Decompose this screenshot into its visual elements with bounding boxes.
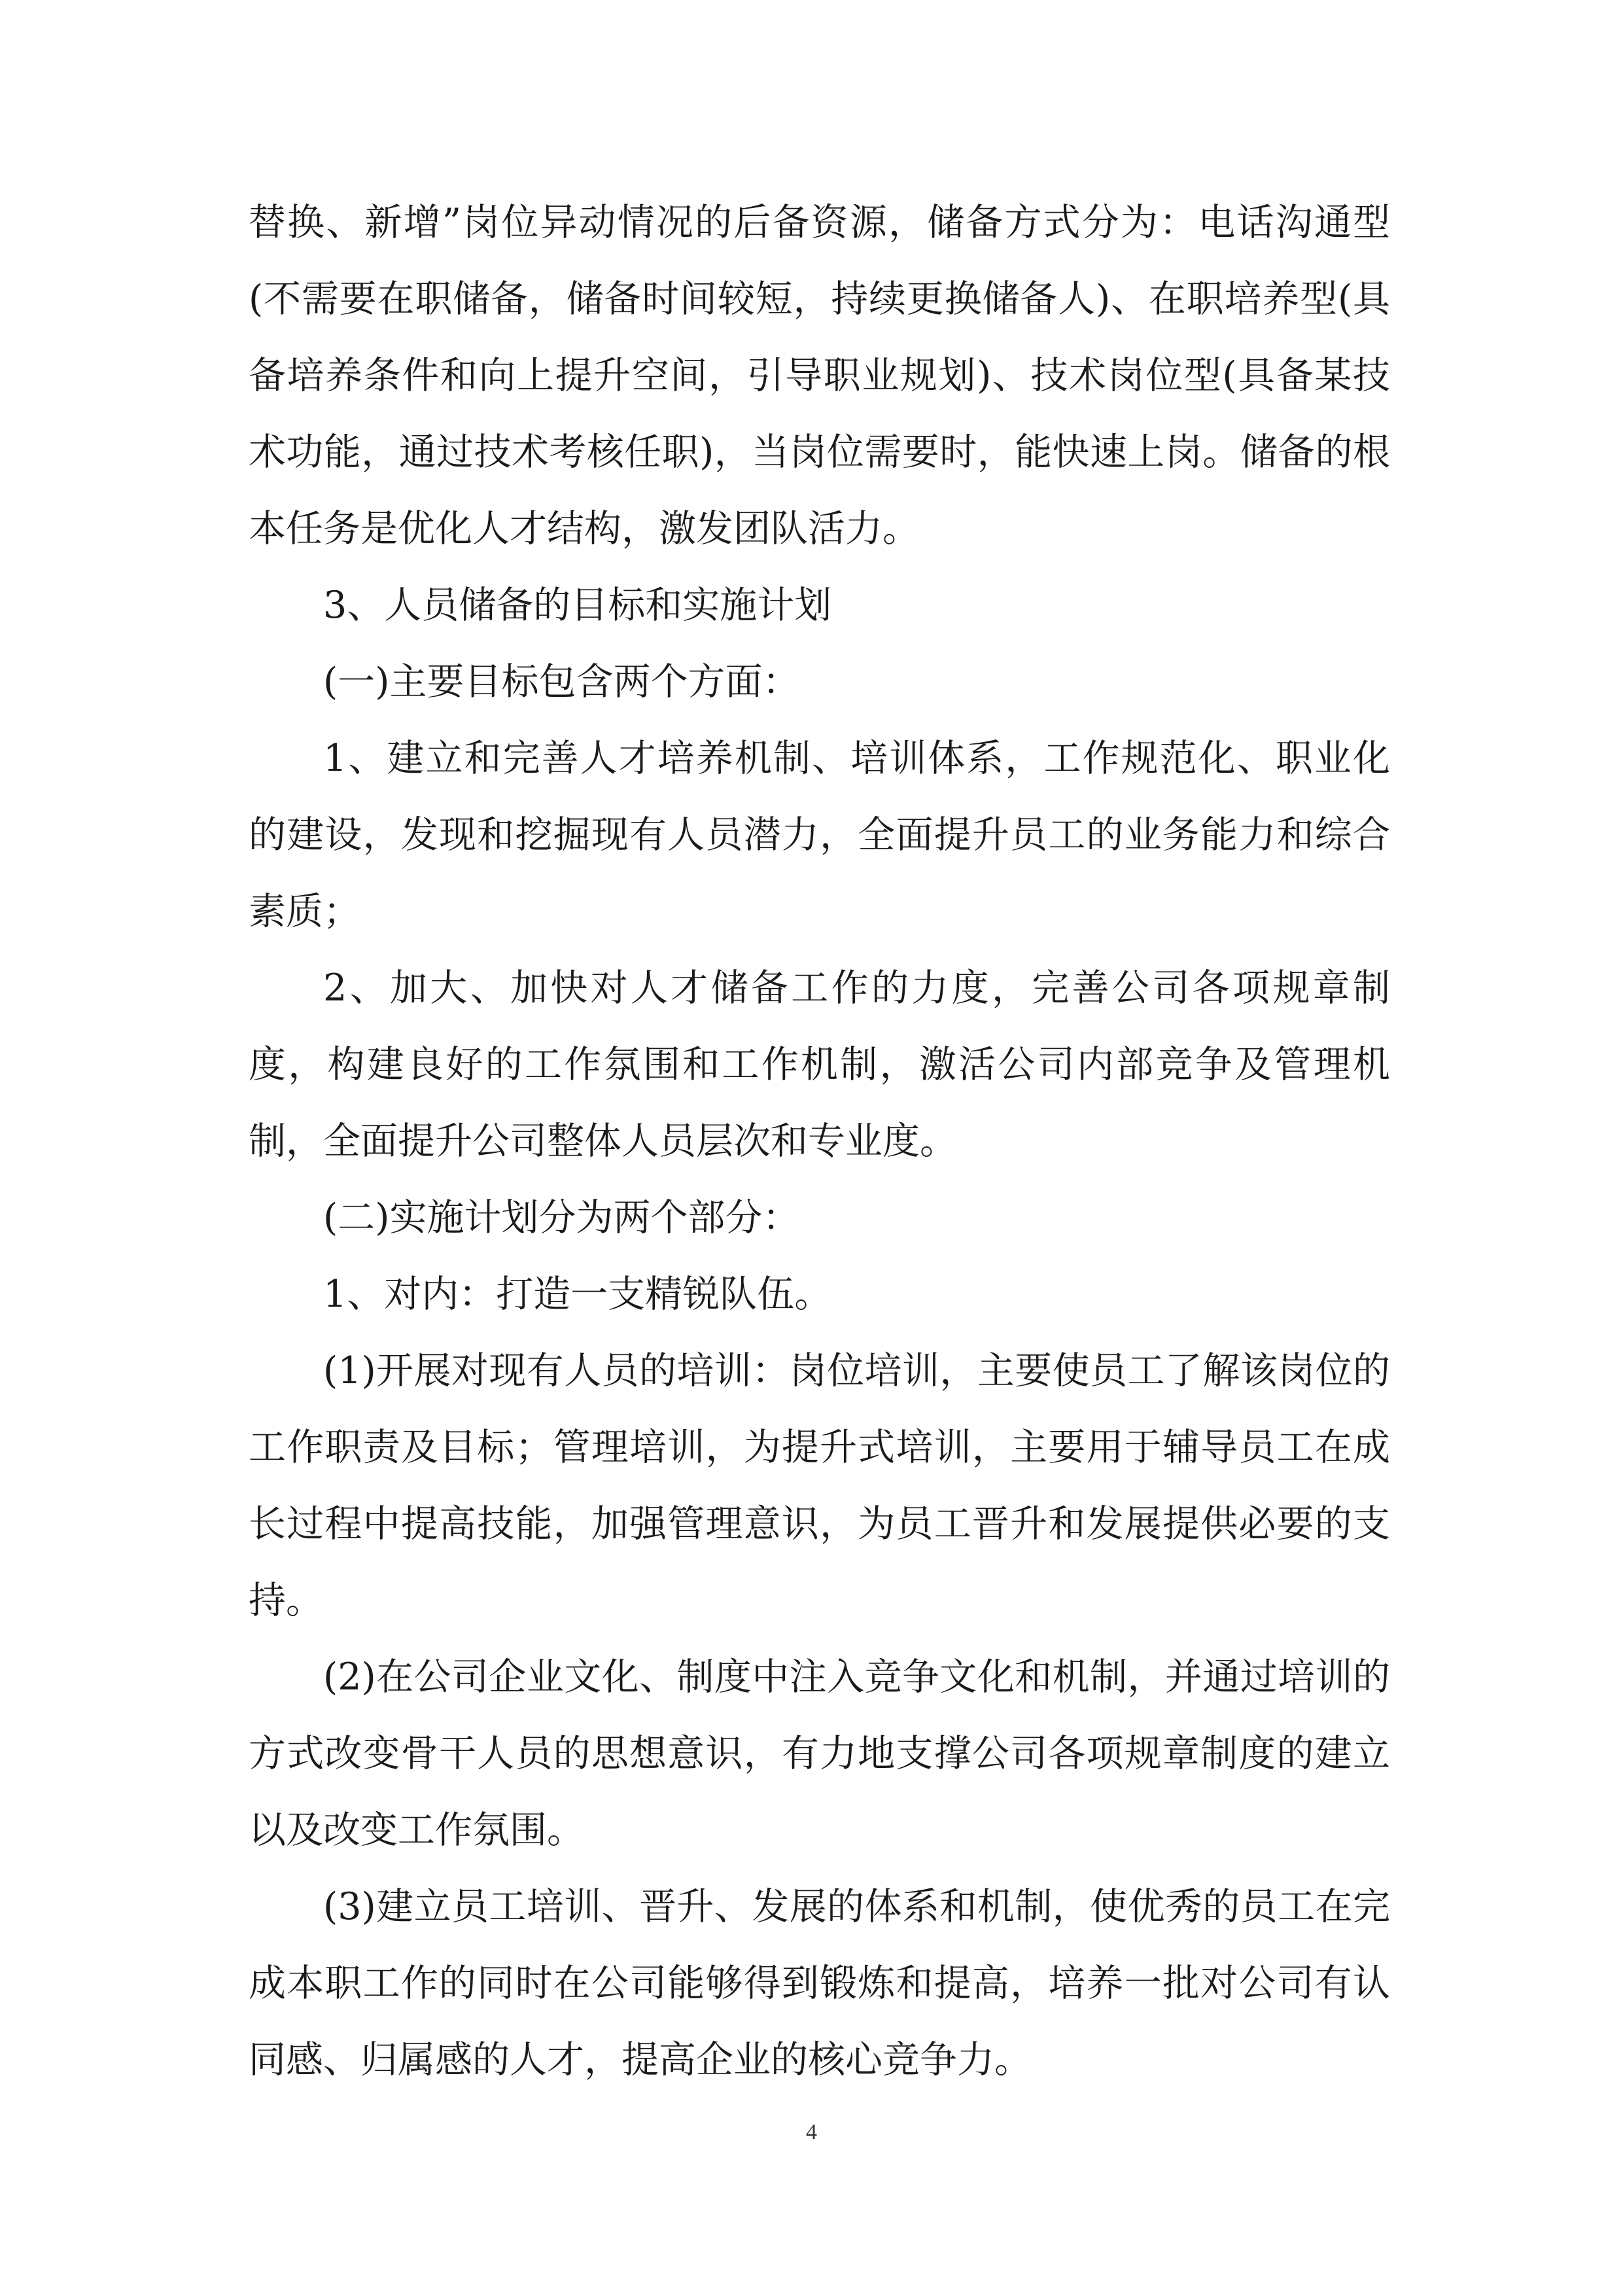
paragraph-goal-2: 2、加大、加快对人才储备工作的力度，完善公司各项规章制度，构建良好的工作氛围和工作机制，激活公司内部竞争及管理机制，全面提升公司整体人员层次和专业度。: [249, 966, 1390, 1163]
paragraph-item-2: (2)在公司企业文化、制度中注入竞争文化和机制，并通过培训的方式改变骨干人员的思想意识，有力地支撑公司各项规章制度的建立以及改变工作氛围。: [249, 1655, 1390, 1852]
document-body: [249, 185, 1390, 2098]
paragraph-item-3: (3)建立员工培训、晋升、发展的体系和机制，使优秀的员工在完成本职工作的同时在公司能够得到锻炼和提高，培养一批对公司有认同感、归属感的人才，提高企业的核心竞争力。: [249, 1885, 1390, 2081]
subheading-main-goals: (一)主要目标包含两个方面：: [323, 660, 800, 703]
subheading-implementation-plan: (二)实施计划分为两个部分：: [323, 1196, 800, 1239]
section-heading-3: 3、人员储备的目标和实施计划: [323, 584, 832, 627]
paragraph-item-1: (1)开展对现有人员的培训：岗位培训，主要使员工了解该岗位的工作职责及目标；管理培训，为提升式培训，主要用于辅导员工在成长过程中提高技能，加强管理意识，为员工晋升和发展提供必要的支持。: [249, 1349, 1390, 1622]
paragraph-continuation: 替换、新增”岗位异动情况的后备资源，储备方式分为：电话沟通型(不需要在职储备，储备时间较短，持续更换储备人)、在职培养型(具备培养条件和向上提升空间，引导职业规划)、技术岗位型(具备某技术功能，通过技术考核任职)，当岗位需要时，能快速上岗。储备的根本任务是优化人才结构，激发团队活力。: [249, 201, 1390, 550]
page-number: 4: [806, 2120, 817, 2144]
paragraph-goal-1: 1、建立和完善人才培养机制、培训体系，工作规范化、职业化的建设，发现和挖掘现有人员潜力，全面提升员工的业务能力和综合素质；: [249, 737, 1390, 933]
paragraph-internal: 1、对内：打造一支精锐队伍。: [323, 1273, 832, 1316]
